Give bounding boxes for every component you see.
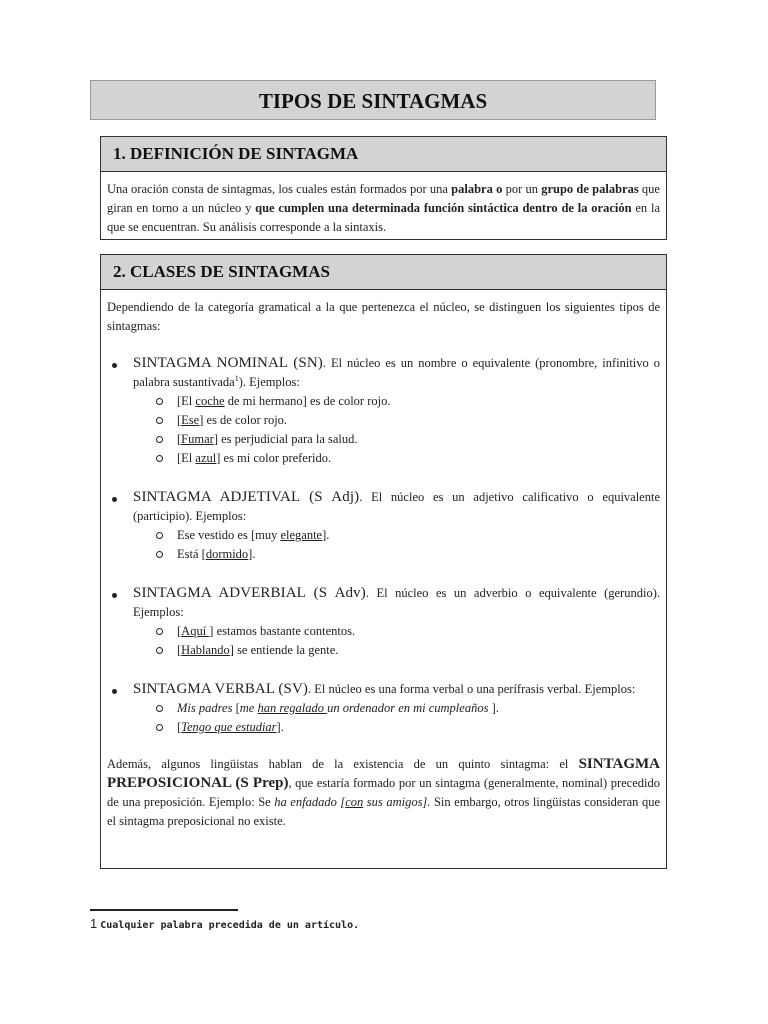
example-item: [177, 622, 660, 641]
text: en la que se encuentran. Su análisis corresponde a la sintaxis.: [107, 201, 660, 234]
list-item-sintagma-adjetival: [133, 488, 660, 564]
nucleus: con: [345, 795, 364, 809]
example-item: [177, 411, 660, 430]
text: ] se entiende la gente.: [229, 643, 339, 657]
text: . El núcleo es un adjetivo calificativo o equivalente (participio). Ejemplos:: [133, 490, 661, 523]
term-sprep: SINTAGMA PREPOSICIONAL (S Prep): [107, 756, 660, 791]
footnote-divider: [90, 909, 238, 911]
text: ].: [248, 547, 256, 561]
text: [: [177, 643, 182, 657]
nucleus: dormido: [205, 547, 249, 561]
text: . El núcleo es un adverbio o equivalente (gerundio). Ejemplos:: [133, 586, 660, 619]
text: [: [177, 413, 182, 427]
text: Ese vestido es [muy: [177, 528, 281, 542]
section-definicion: [100, 136, 667, 240]
text: de mi hermano] es de color rojo.: [224, 394, 391, 408]
example-item: [177, 641, 660, 660]
italic-text: ha enfadado [: [274, 795, 346, 809]
section-clases: [100, 254, 667, 869]
nucleus: Aquí: [181, 624, 210, 638]
text: [: [232, 701, 240, 715]
examples-sadv: [133, 622, 660, 660]
list-item-sintagma-nominal: [133, 354, 660, 468]
text: ] es mi color preferido.: [216, 451, 332, 465]
examples-sv: [133, 699, 660, 737]
text: [El: [177, 451, 196, 465]
list-item-sintagma-adverbial: [133, 584, 660, 660]
nucleus: elegante: [280, 528, 323, 542]
closing-paragraph: [107, 755, 660, 831]
nucleus: Ese: [181, 413, 200, 427]
nucleus: han regalado: [257, 701, 328, 715]
term-sadj: SINTAGMA ADJETIVAL (S Adj): [133, 489, 360, 505]
text: ] estamos bastante contentos.: [209, 624, 356, 638]
examples-sn: [133, 392, 660, 468]
definition-paragraph: [107, 180, 660, 237]
text: ] es perjudicial para la salud.: [213, 432, 358, 446]
footnote: [90, 916, 359, 931]
intro-paragraph: Dependiendo de la categoría gramatical a la que pertenezca el núcleo, se distinguen los siguientes tipos de sintagmas:: [107, 300, 660, 333]
nucleus: Tengo que estudiar: [181, 720, 277, 734]
bold-text: palabra o: [451, 182, 503, 196]
term-sv: SINTAGMA VERBAL (SV): [133, 681, 308, 697]
example-item: [177, 699, 660, 718]
text: , que estaría formado por un sintagma (generalmente, nominal) precedido de una preposición. Ejemplo: Se: [107, 776, 660, 809]
nucleus: Fumar: [181, 432, 214, 446]
nucleus: Hablando: [181, 643, 230, 657]
italic-text: un ordenador en mi cumpleaños: [327, 701, 489, 715]
text: [El: [177, 394, 196, 408]
section-body-clases: [101, 290, 666, 837]
footnote-ref: 1: [234, 373, 239, 383]
text: ). Ejemplos:: [238, 375, 300, 389]
text: ].: [276, 720, 284, 734]
nucleus: coche: [195, 394, 225, 408]
page-title: TIPOS DE SINTAGMAS: [90, 80, 656, 120]
text: que giran en torno a un núcleo y: [107, 182, 660, 215]
footnote-text: Cualquier palabra precedida de un artículo.: [100, 920, 360, 931]
list-item-sintagma-verbal: [133, 680, 660, 737]
text: [: [177, 720, 182, 734]
text: [: [177, 624, 182, 638]
sintagma-list: [107, 354, 660, 737]
section-heading-clases: 2. CLASES DE SINTAGMAS: [101, 255, 666, 290]
section-heading-definicion: 1. DEFINICIÓN DE SINTAGMA: [101, 137, 666, 172]
text: . El núcleo es un nombre o equivalente (pronombre, infinitivo o palabra sustantivada: [133, 356, 660, 389]
nucleus: azul: [195, 451, 217, 465]
text: . El núcleo es una forma verbal o una perífrasis verbal. Ejemplos:: [307, 682, 636, 696]
example-item: [177, 392, 660, 411]
italic-text: sus amigos].: [363, 795, 431, 809]
text: por un: [502, 182, 542, 196]
text: ] es de color rojo.: [199, 413, 288, 427]
example-item: [177, 545, 660, 564]
examples-sadj: [133, 526, 660, 564]
term-sadv: SINTAGMA ADVERBIAL (S Adv): [133, 585, 366, 601]
example-item: [177, 449, 660, 468]
example-item: [177, 526, 660, 545]
example-item: [177, 718, 660, 737]
italic-text: me: [239, 701, 258, 715]
text: Está [: [177, 547, 206, 561]
italic-text: Mis padres: [177, 701, 233, 715]
footnote-number: 1: [90, 916, 98, 931]
section-body-definicion: [101, 172, 666, 243]
bold-text: que cumplen una determinada función sintáctica dentro de la oración: [255, 201, 632, 215]
text: ].: [488, 701, 499, 715]
text: Además, algunos lingüistas hablan de la existencia de un quinto sintagma: el: [107, 757, 579, 771]
text: Una oración consta de sintagmas, los cuales están formados por una: [107, 182, 452, 196]
text: [: [177, 432, 182, 446]
text: ].: [322, 528, 330, 542]
term-sn: SINTAGMA NOMINAL (SN): [133, 355, 323, 371]
text: Sin embargo, otros lingüistas consideran que el sintagma preposicional no existe.: [107, 795, 661, 828]
bold-text: grupo de palabras: [541, 182, 639, 196]
example-item: [177, 430, 660, 449]
